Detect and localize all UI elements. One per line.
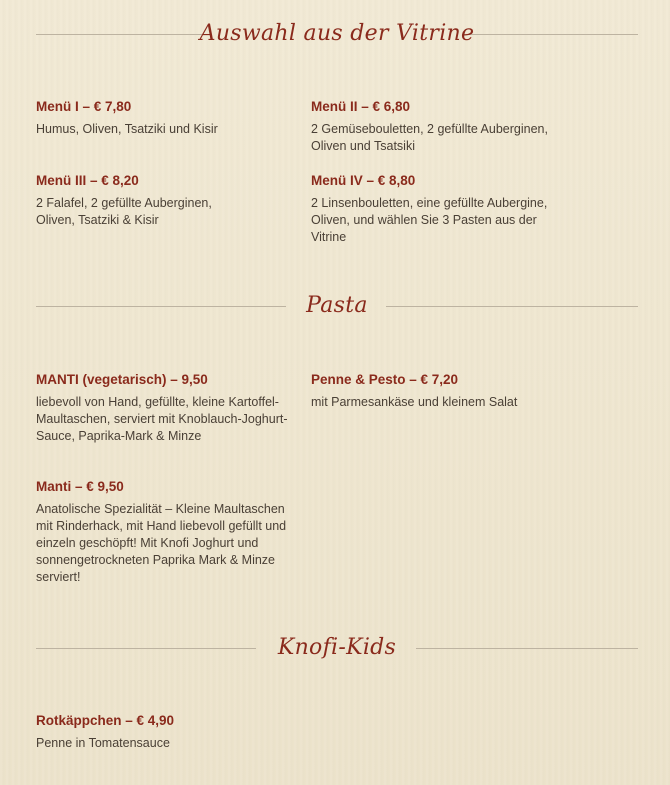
section-header-vitrine	[36, 14, 638, 54]
menu-item-name: Menü III – € 8,20	[36, 173, 139, 188]
menu-item-name: Manti – € 9,50	[36, 479, 124, 494]
menu-item-name: MANTI (vegetarisch) – 9,50	[36, 372, 208, 387]
menu-item-name: Menü II – € 6,80	[311, 99, 411, 114]
menu-item	[36, 712, 306, 752]
menu-item-description: mit Parmesankäse und kleinem Salat	[311, 395, 518, 409]
menu-item	[36, 478, 302, 586]
menu-item-description: Humus, Oliven, Tsatziki und Kisir	[36, 122, 218, 136]
section-header-pasta	[36, 286, 638, 326]
menu-item-description: 2 Gemüsebouletten, 2 gefüllte Auberginen, Oliven und Tsatsiki	[311, 122, 548, 153]
section-title: Auswahl aus der Vitrine	[199, 21, 475, 46]
menu-item	[311, 98, 571, 155]
menu-item-name: Menü IV – € 8,80	[311, 173, 416, 188]
menu-item-name: Menü I – € 7,80	[36, 99, 132, 114]
menu-item-description: Penne in Tomatensauce	[36, 736, 170, 750]
menu-item-name: Rotkäppchen – € 4,90	[36, 713, 175, 728]
menu-item	[311, 172, 571, 246]
menu-item-description: liebevoll von Hand, gefüllte, kleine Kartoffel-Maultaschen, serviert mit Knoblauch-Joghurt-Sauce, Paprika-Mark & Minze	[36, 395, 288, 443]
menu-item-description: 2 Linsenbouletten, eine gefüllte Aubergine, Oliven, und wählen Sie 3 Pasten aus der Vitrine	[311, 196, 548, 244]
menu-item	[36, 98, 306, 138]
menu-item	[36, 172, 236, 229]
section-header-knofi-kids	[36, 628, 638, 668]
section-title: Knofi-Kids	[277, 635, 397, 660]
menu-item-name: Penne & Pesto – € 7,20	[311, 372, 459, 387]
menu-item	[311, 371, 571, 411]
section-title: Pasta	[306, 293, 368, 318]
menu-item	[36, 371, 298, 445]
menu-item-description: Anatolische Spezialität – Kleine Maultaschen mit Rinderhack, mit Hand liebevoll gefüllt und einzeln geschöpft! Mit Knofi Joghurt und sonnengetrockneten Paprika Mark & Minze serviert!	[36, 502, 287, 584]
menu-item-description: 2 Falafel, 2 gefüllte Auberginen, Oliven, Tsatziki & Kisir	[36, 196, 212, 227]
